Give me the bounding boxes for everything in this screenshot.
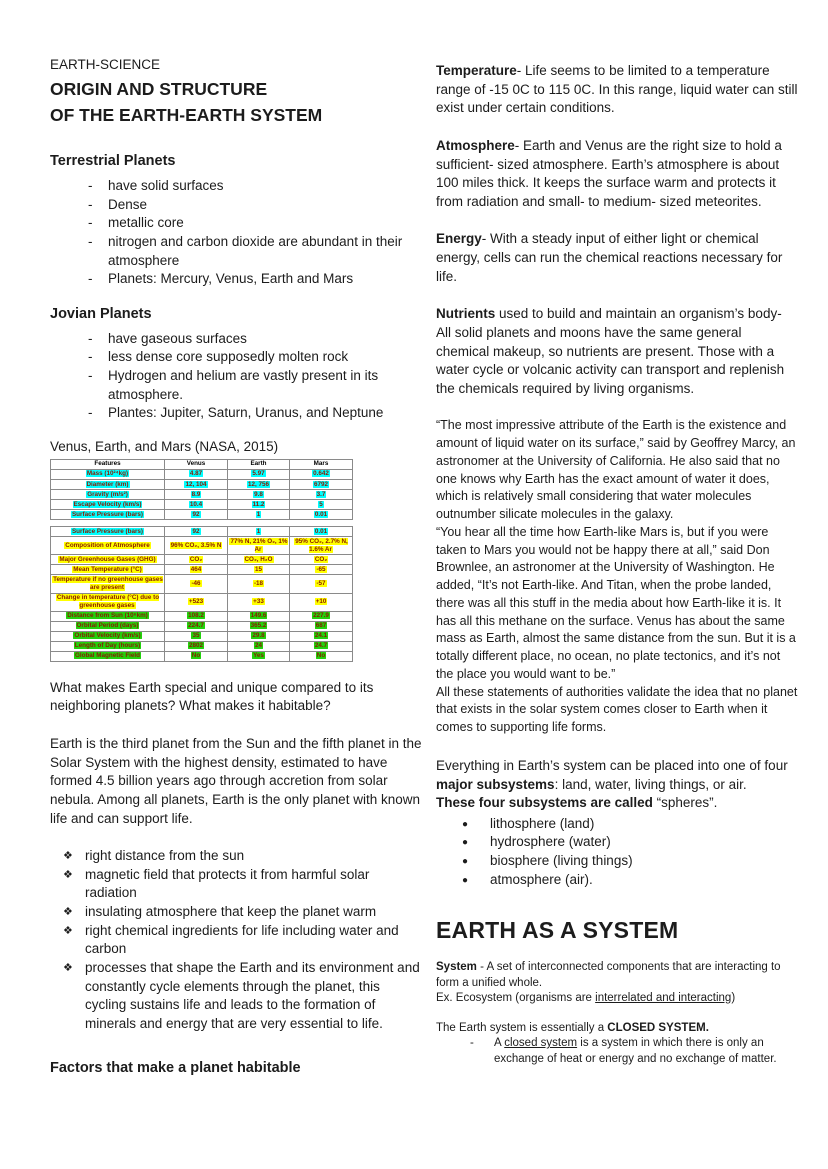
dash-bullet: - bbox=[88, 215, 93, 231]
table-cell: Mean Temperature (°C) bbox=[73, 565, 142, 573]
list-item-text: nitrogen and carbon dioxide are abundant in their atmosphere bbox=[108, 233, 403, 268]
table-cell: Mass (10²⁴kg) bbox=[86, 470, 129, 478]
table-cell: 11.2 bbox=[252, 500, 265, 508]
table-row bbox=[51, 631, 353, 641]
list-item bbox=[462, 833, 798, 852]
list-item bbox=[88, 367, 424, 404]
table-cell: Orbital Velocity (km/s) bbox=[74, 632, 141, 640]
table-caption: Venus, Earth, and Mars (NASA, 2015) bbox=[50, 438, 279, 454]
list-item-text: have solid surfaces bbox=[108, 178, 224, 194]
table-cell: Orbital Period (days) bbox=[76, 622, 139, 630]
table-cell: 4.87 bbox=[189, 470, 203, 478]
terrestrial-list bbox=[50, 177, 424, 289]
list-item-text: insulating atmosphere that keep the planet warm bbox=[85, 904, 377, 920]
dash-bullet: - bbox=[88, 196, 93, 212]
table-row bbox=[51, 490, 353, 500]
table-cell: CO₂ bbox=[189, 555, 203, 563]
table-row bbox=[51, 537, 353, 555]
dash-bullet: - bbox=[88, 330, 93, 346]
closed-system-bullet-text bbox=[494, 1036, 798, 1067]
table-cell: -18 bbox=[253, 579, 264, 587]
diamond-bullet: ❖ bbox=[63, 850, 73, 863]
system-definition bbox=[436, 960, 798, 991]
table-cell: 92 bbox=[192, 510, 200, 518]
table-cell: 3.7 bbox=[316, 490, 326, 498]
table-cell: Escape Velocity (km/s) bbox=[73, 500, 142, 508]
column-header: Mars bbox=[290, 459, 353, 469]
table-header-row bbox=[51, 459, 353, 469]
table-cell: +523 bbox=[188, 598, 204, 606]
diamond-bullet: ❖ bbox=[63, 906, 73, 919]
table-cell: 29.8 bbox=[252, 632, 265, 640]
list-item bbox=[63, 847, 424, 866]
table-cell: 1 bbox=[256, 527, 261, 535]
table-cell: Surface Pressure (bars) bbox=[71, 527, 144, 535]
dash-bullet: - bbox=[88, 368, 93, 384]
table-cell: 1 bbox=[256, 510, 261, 518]
dash-bullet: - bbox=[88, 233, 93, 249]
temperature-term: Temperature bbox=[436, 63, 517, 78]
atmosphere-term: Atmosphere bbox=[436, 137, 515, 153]
table-row bbox=[51, 611, 353, 621]
list-item-text: biosphere (living things) bbox=[490, 853, 633, 868]
table-row bbox=[51, 510, 353, 520]
table-cell: Gravity (m/s²) bbox=[87, 490, 128, 498]
temperature-paragraph bbox=[436, 62, 798, 118]
nutrients-term: Nutrients bbox=[436, 306, 496, 322]
table-cell: Length of Day (hours) bbox=[74, 642, 141, 650]
planet-comparison-table-block2 bbox=[50, 526, 353, 662]
list-item-text: magnetic field that protects it from harmful solar radiation bbox=[85, 866, 370, 901]
list-item bbox=[63, 903, 424, 922]
list-item-text: hydrosphere (water) bbox=[490, 834, 611, 850]
list-item-text: processes that shape the Earth and its environment and constantly cycle elements through the planet, this cycling sustains life and leads to the formation of minerals and energy that are very essential to life. bbox=[85, 959, 420, 1031]
subsystems-text-post: : land, water, living things, or air. bbox=[554, 776, 747, 792]
table-row bbox=[51, 500, 353, 510]
dash-bullet: - bbox=[88, 178, 93, 194]
list-item bbox=[88, 270, 424, 289]
atmosphere-text: - Earth and Venus are the right size to hold a sufficient- sized atmosphere. Earth’s atmosphere is about 100 miles thick. It keeps the surface warm and protects it from radiation and small- to medium- sized meteorites. bbox=[436, 137, 782, 209]
table-cell: 0.01 bbox=[314, 510, 328, 518]
table-cell: 12, 756 bbox=[247, 480, 269, 488]
energy-paragraph bbox=[436, 230, 798, 286]
table-cell: Distance from Sun (10⁶km) bbox=[67, 612, 148, 620]
energy-term: Energy bbox=[436, 231, 482, 247]
table-cell: 0.642 bbox=[313, 470, 329, 478]
table-cell: 15 bbox=[254, 565, 262, 573]
list-item-text: Dense bbox=[108, 196, 148, 212]
list-item-text: lithosphere (land) bbox=[490, 815, 595, 831]
habitable-list bbox=[50, 847, 424, 1033]
table-cell: 24.1 bbox=[314, 632, 328, 640]
table-row bbox=[51, 527, 353, 537]
system-term: System bbox=[436, 961, 477, 974]
list-item-text: atmosphere (air). bbox=[490, 871, 593, 887]
list-item-text: Plantes: Jupiter, Saturn, Uranus, and Neptune bbox=[108, 405, 384, 421]
table-cell: 108.2 bbox=[188, 612, 204, 620]
table-cell: -65 bbox=[316, 565, 326, 573]
spheres-intro bbox=[436, 794, 798, 813]
table-row bbox=[51, 575, 353, 593]
spheres-list bbox=[436, 815, 798, 890]
list-item-text: have gaseous surfaces bbox=[108, 330, 247, 346]
table-cell: Major Greenhouse Gases (GHG) bbox=[59, 555, 156, 563]
temperature-text: - Life seems to be limited to a temperature range of -15 0C to 115 0C. In this range, liquid water can still exist under certain conditions. bbox=[436, 63, 798, 116]
list-item bbox=[63, 922, 424, 959]
list-item bbox=[88, 348, 424, 367]
table-cell: No bbox=[191, 652, 201, 660]
atmosphere-paragraph bbox=[436, 137, 798, 212]
title-line-2: OF THE EARTH-EARTH SYSTEM bbox=[50, 104, 323, 125]
table-cell: No bbox=[316, 652, 326, 660]
list-item-text: Hydrogen and helium are vastly present in its atmosphere. bbox=[108, 368, 379, 402]
table-cell: 227.9 bbox=[313, 612, 329, 620]
diamond-bullet: ❖ bbox=[63, 924, 73, 937]
table-cell: -57 bbox=[316, 579, 326, 587]
document-title bbox=[50, 76, 424, 129]
column-header: Venus bbox=[165, 459, 228, 469]
list-item-text: right distance from the sun bbox=[85, 848, 245, 864]
table-cell: 35 bbox=[192, 632, 200, 640]
table-cell: 5 bbox=[319, 500, 323, 508]
list-item-text: metallic core bbox=[108, 215, 184, 231]
table-cell: 24.7 bbox=[314, 642, 328, 650]
ecosystem-text-post: ) bbox=[731, 991, 736, 1004]
course-label: EARTH-SCIENCE bbox=[50, 57, 161, 72]
ecosystem-text-pre: Ex. Ecosystem (organisms are bbox=[436, 991, 596, 1004]
table-cell: +10 bbox=[315, 598, 327, 606]
list-item bbox=[462, 815, 798, 834]
list-item-text: right chemical ingredients for life including water and carbon bbox=[85, 922, 399, 957]
table-cell: Yes bbox=[253, 652, 264, 660]
list-item bbox=[462, 871, 798, 890]
table-row bbox=[51, 651, 353, 661]
list-item bbox=[63, 959, 424, 1034]
list-item bbox=[88, 214, 424, 233]
quote-paragraph-3: All these statements of authorities validate the idea that no planet that exists in the solar system comes closer to Earth when it comes to supporting life forms. bbox=[436, 684, 798, 735]
list-item bbox=[88, 196, 424, 215]
table-cell: 0.01 bbox=[314, 527, 328, 535]
list-item bbox=[88, 177, 424, 196]
dot-bullet: ● bbox=[462, 837, 469, 849]
left-column bbox=[50, 56, 424, 1084]
ecosystem-example bbox=[436, 991, 798, 1006]
table-cell: 464 bbox=[190, 565, 202, 573]
diamond-bullet: ❖ bbox=[63, 961, 73, 974]
list-item bbox=[88, 404, 424, 423]
closed-system-text: The Earth system is essentially a bbox=[436, 1022, 608, 1035]
table-cell: 224.7 bbox=[188, 622, 204, 630]
earth-intro-paragraph: Earth is the third planet from the Sun and the fifth planet in the Solar System with the highest density, estimated to have formed 4.5 billion years ago through accretion from solar nebula. Among all planets, Earth is the only planet with known life and can support life. bbox=[50, 736, 422, 826]
table-cell: 96% CO₂, 3.5% N bbox=[170, 541, 222, 549]
table-row bbox=[51, 565, 353, 575]
table-row bbox=[51, 555, 353, 565]
jovian-list bbox=[50, 330, 424, 423]
terrestrial-heading: Terrestrial Planets bbox=[50, 153, 176, 170]
closed-system-statement bbox=[436, 1021, 798, 1036]
table-cell: Change in temperature (°C) due to greenhouse gases bbox=[56, 594, 160, 610]
spheres-intro-bold: These four subsystems are called bbox=[436, 795, 653, 811]
table-cell: 9.8 bbox=[254, 490, 263, 498]
dash-bullet: - bbox=[88, 349, 93, 365]
list-item bbox=[462, 852, 798, 871]
earth-as-system-heading: EARTH AS A SYSTEM bbox=[436, 917, 679, 944]
list-item-text: Planets: Mercury, Venus, Earth and Mars bbox=[108, 271, 354, 287]
table-cell: 2802 bbox=[188, 642, 203, 650]
table-cell: -46 bbox=[191, 579, 201, 587]
list-item bbox=[88, 233, 424, 270]
system-definition-text: - A set of interconnected components that are interacting to form a unified whole. bbox=[436, 961, 781, 989]
table-cell: Temperature if no greenhouse gases are present bbox=[53, 575, 163, 591]
table-cell: 12, 104 bbox=[185, 480, 207, 488]
table-cell: Surface Pressure (bars) bbox=[71, 510, 144, 518]
table-row bbox=[51, 593, 353, 611]
table-cell: 6792 bbox=[313, 480, 328, 488]
dot-bullet: ● bbox=[462, 818, 469, 830]
ecosystem-underlined-text: interrelated and interacting bbox=[595, 991, 732, 1004]
energy-text: - With a steady input of either light or chemical energy, cells can run the chemical reactions necessary for life. bbox=[436, 231, 783, 284]
table-row bbox=[51, 641, 353, 651]
planet-comparison-table-block1 bbox=[50, 459, 353, 520]
nutrients-paragraph bbox=[436, 305, 798, 398]
table-cell: Global Magnetic Field bbox=[74, 652, 141, 660]
table-cell: Composition of Atmosphere bbox=[65, 541, 150, 549]
table-cell: 24 bbox=[254, 642, 262, 650]
closed-bullet-post: is a system in which there is only an exchange of heat or energy and no exchange of matter. bbox=[494, 1037, 777, 1065]
nutrients-text: used to build and maintain an organism’s body- All solid planets and moons have the same general chemical makeup, so nutrients are present. Those with a water cycle or volcanic activity can transport and replenish the chemicals required by living organisms. bbox=[436, 306, 785, 396]
column-header: Earth bbox=[228, 459, 290, 469]
spheres-intro-text: “spheres”. bbox=[652, 795, 718, 811]
jovian-heading: Jovian Planets bbox=[50, 305, 152, 322]
table-cell: 365.2 bbox=[250, 622, 267, 630]
quote-paragraph-1: “The most impressive attribute of the Earth is the existence and amount of liquid water on its surface,” said by Geoffrey Marcy, an astronomer at the University of California. He also said that no one knows why Earth has the exact amount of water it does, which is relatively small considering that water molecules outnumber silicate molecules in the galaxy. bbox=[436, 418, 796, 522]
question-paragraph: What makes Earth special and unique compared to its neighboring planets? What makes it habitable? bbox=[50, 679, 374, 714]
quotes-block bbox=[436, 417, 798, 737]
list-item bbox=[88, 330, 424, 349]
list-item bbox=[63, 866, 424, 903]
closed-bullet-underlined: closed system bbox=[504, 1037, 578, 1050]
table-cell: 5.97 bbox=[252, 470, 265, 478]
column-header: Features bbox=[51, 459, 165, 469]
title-line-1: ORIGIN AND STRUCTURE bbox=[50, 78, 268, 99]
right-column bbox=[436, 62, 798, 1067]
closed-bullet-pre: A bbox=[494, 1037, 505, 1050]
closed-system-term: CLOSED SYSTEM. bbox=[607, 1022, 709, 1035]
dash-bullet: - bbox=[88, 271, 93, 287]
table-cell: 8.9 bbox=[191, 490, 201, 498]
factors-heading: Factors that make a planet habitable bbox=[50, 1060, 301, 1077]
dot-bullet: ● bbox=[462, 874, 469, 886]
table-cell: 10.4 bbox=[189, 500, 203, 508]
dot-bullet: ● bbox=[462, 856, 469, 867]
table-cell: Diameter (km) bbox=[86, 480, 129, 488]
table-row bbox=[51, 480, 353, 490]
subsystems-text-pre: Everything in Earth’s system can be placed into one of four bbox=[436, 757, 788, 773]
table-cell: CO₂, H₂O bbox=[244, 555, 273, 563]
dash-bullet: - bbox=[470, 1037, 474, 1050]
table-cell: 149.6 bbox=[250, 612, 267, 620]
table-cell: +33 bbox=[253, 598, 264, 606]
table-cell: 77% N, 21% O₂, 1% Ar bbox=[230, 537, 288, 553]
subsystems-paragraph bbox=[436, 757, 798, 794]
subsystems-term: major subsystems bbox=[436, 776, 555, 792]
list-item-text: less dense core supposedly molten rock bbox=[108, 349, 349, 365]
table-cell: CO₂ bbox=[314, 555, 328, 563]
table-cell: 92 bbox=[192, 527, 200, 535]
table-cell: 95% CO₂, 2.7% N, 1.6% Ar bbox=[295, 537, 348, 553]
dash-bullet: - bbox=[88, 405, 93, 421]
closed-system-bullet bbox=[436, 1036, 798, 1067]
table-cell: 687 bbox=[315, 622, 327, 630]
table-row bbox=[51, 469, 353, 479]
table-row bbox=[51, 621, 353, 631]
diamond-bullet: ❖ bbox=[63, 868, 73, 881]
quote-paragraph-2: “You hear all the time how Earth-like Mars is, but if you were taken to Mars you would not be happy there at all,” said Don Brownlee, an astronomer at the University of Washington. He added, “It’s not Earth-like. And Titan, when the probe landed, there was all this stuff in the media about how Earth-like it is. It has all this methane on the surface. Venus has about the same mass as Earth, almost the same distance from the sun. But it is a totally different place, no ocean, no plate tectonics, and it’s not the place you would want to be.” bbox=[436, 524, 796, 681]
